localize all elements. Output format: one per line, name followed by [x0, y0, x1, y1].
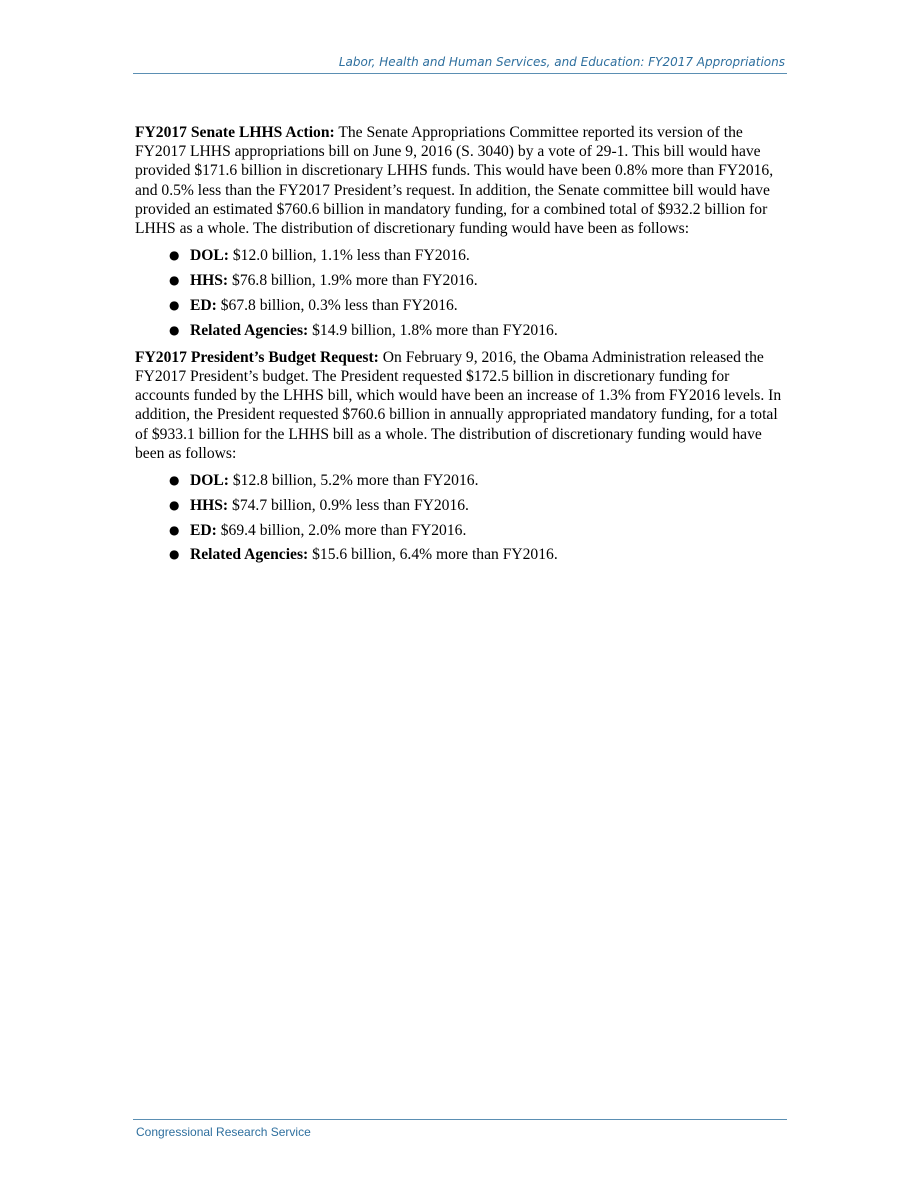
item-label: DOL: [190, 247, 229, 265]
item-text: $67.8 billion, 0.3% less than FY2016. [216, 296, 458, 314]
president-request-paragraph [135, 348, 785, 463]
item-text: $14.9 billion, 1.8% more than FY2016. [308, 321, 558, 339]
item-text: $12.8 billion, 5.2% more than FY2016. [228, 472, 479, 490]
list-item [135, 321, 785, 340]
list-item [135, 521, 785, 540]
bullet-icon: ● [169, 273, 180, 288]
list-item [135, 296, 785, 315]
list-item [135, 246, 785, 265]
bullet-icon: ● [169, 322, 180, 337]
item-text: $12.0 billion, 1.1% less than FY2016. [228, 247, 470, 265]
item-label: Related Agencies: [190, 546, 309, 564]
item-label: HHS: [190, 496, 229, 514]
item-text: $76.8 billion, 1.9% more than FY2016. [228, 272, 478, 290]
senate-distribution-list [135, 246, 785, 340]
president-request-text: On February 9, 2016, the Obama Administration released the FY2017 President’s budget. The President requested $172.5 billion in discretionary funding for accounts funded by the LHHS bill, which would have been an increase of 1.3% from FY2016 levels. In addition, the President requested $760.6 billion in annually appropriated mandatory funding, for a total of $933.1 billion for the LHHS bill as a whole. The distribution of discretionary funding would have been as follows: [135, 348, 782, 462]
running-header-title: Labor, Health and Human Services, and Education: FY2017 Appropriations [338, 55, 785, 69]
item-label: ED: [190, 296, 217, 314]
bullet-icon: ● [169, 248, 180, 263]
item-text: $74.7 billion, 0.9% less than FY2016. [228, 496, 469, 514]
item-label: Related Agencies: [190, 321, 309, 339]
item-text: $69.4 billion, 2.0% more than FY2016. [216, 521, 467, 539]
item-label: DOL: [190, 472, 229, 490]
senate-action-lead: FY2017 Senate LHHS Action: [135, 124, 335, 141]
president-request-lead: FY2017 President’s Budget Request: [135, 348, 379, 366]
item-text: $15.6 billion, 6.4% more than FY2016. [308, 546, 558, 564]
bullet-icon: ● [169, 547, 180, 562]
senate-action-text: The Senate Appropriations Committee reported its version of the FY2017 LHHS appropriations bill on June 9, 2016 (S. 3040) by a vote of 29-1. This bill would have provided $171.6 billion in discretionary LHHS funds. This would have been 0.8% more than FY2016, and 0.5% less than the FY2017 President’s request. In addition, the Senate committee bill would have provided an estimated $760.6 billion in mandatory funding, for a combined total of $932.2 billion for LHHS as a whole. The distribution of discretionary funding would have been as follows: [135, 124, 774, 238]
bullet-icon: ● [169, 497, 180, 512]
item-label: HHS: [190, 272, 229, 290]
list-item [135, 496, 785, 515]
bullet-icon: ● [169, 473, 180, 488]
list-item [135, 271, 785, 290]
bullet-icon: ● [169, 522, 180, 537]
list-item [135, 545, 785, 564]
footer-organization: Congressional Research Service [136, 1125, 311, 1139]
president-distribution-list [135, 471, 785, 565]
page-footer [133, 1119, 787, 1141]
running-header [133, 53, 787, 74]
item-label: ED: [190, 521, 217, 539]
senate-action-paragraph [135, 123, 785, 238]
document-body [135, 123, 785, 573]
bullet-icon: ● [169, 297, 180, 312]
list-item [135, 471, 785, 490]
